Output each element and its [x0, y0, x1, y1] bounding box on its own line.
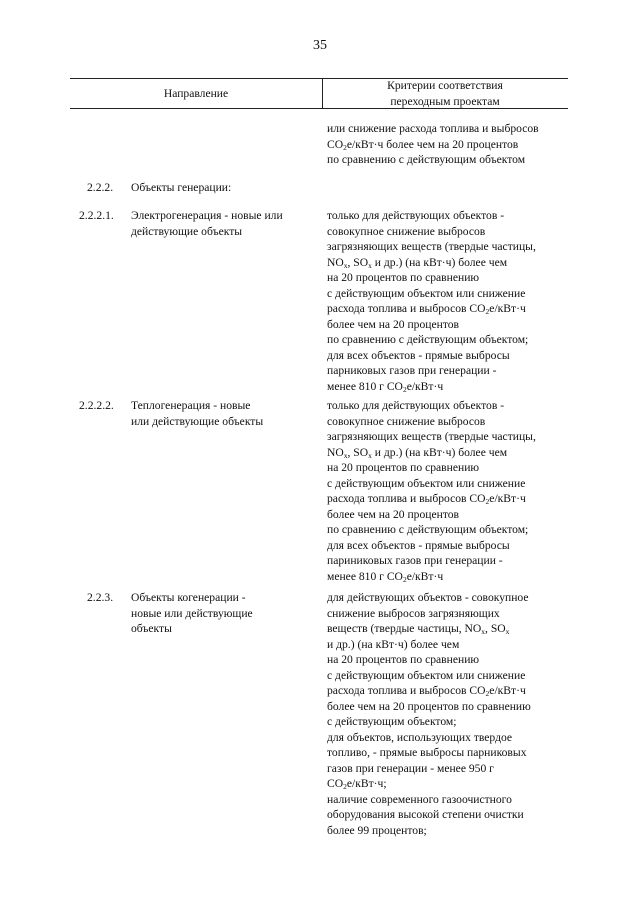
text-line: загрязняющих веществ (твердые частицы,: [327, 240, 536, 253]
direction-line: Объекты когенерации -: [131, 591, 246, 604]
section-number: 2.2.2.1.: [79, 209, 114, 222]
text-line: по сравнению с действующим объектом;: [327, 333, 529, 346]
text-line: топливо, - прямые выбросы парниковых: [327, 746, 527, 759]
text-line: на 20 процентов по сравнению: [327, 461, 480, 474]
text-line: снижение выбросов загрязняющих: [327, 606, 500, 620]
text-line: на 20 процентов по сравнению: [327, 271, 480, 284]
text-line: по сравнению с действующим объектом;: [327, 523, 529, 536]
text-line: более чем на 20 процентов по сравнению: [327, 699, 531, 713]
text-line: $NO_x$, $SO_x$ и др.) (на кВт·ч) более чем: [327, 255, 508, 270]
text-line: совокупное снижение выбросов: [327, 224, 486, 238]
section-direction: [131, 590, 311, 637]
text-line: по сравнению с действующим объектом: [327, 153, 526, 166]
text-line: для действующих объектов - совокупное: [327, 591, 529, 604]
direction-line: Объекты генерации:: [131, 181, 232, 194]
direction-line: объекты: [131, 622, 172, 635]
text-line: расхода топлива и выбросов $CO_2e/кВт\cdot ч$: [327, 492, 526, 506]
text-line: с действующим объектом или снижение: [327, 476, 526, 490]
text-line: и др.) (на кВт·ч) более чем: [327, 637, 460, 651]
section-direction: [131, 208, 311, 239]
text-line: наличие современного газоочистного: [327, 792, 512, 806]
section-criteria: [327, 590, 572, 838]
header-criteria-line: переходным проектам: [390, 94, 500, 108]
text-line: $NO_x$, $SO_x$ и др.) (на кВт·ч) более чем: [327, 445, 508, 460]
section-direction: [131, 180, 311, 196]
section-number: 2.2.2.: [87, 181, 114, 194]
text-line: парниковых газов при генерации -: [327, 364, 497, 377]
direction-line: Теплогенерация - новые: [131, 399, 251, 412]
text-line: более чем на 20 процентов: [327, 507, 460, 521]
header-direction: Направление: [163, 87, 229, 100]
text-line: париниковых газов при генерации -: [327, 554, 503, 567]
header-criteria: [322, 78, 568, 109]
section-number: 2.2.2.2.: [79, 399, 114, 412]
text-line: с действующим объектом или снижение: [327, 286, 526, 300]
text-line: для всех объектов - прямые выбросы: [327, 348, 510, 362]
direction-line: действующие объекты: [131, 224, 243, 238]
text-line: или снижение расхода топлива и выбросов: [327, 122, 539, 135]
text-line: $CO_2e/кВт\cdot ч$;: [327, 777, 387, 791]
text-line: газов при генерации - менее 950 г: [327, 761, 494, 775]
section-number: 2.2.3.: [87, 591, 114, 604]
text-line: загрязняющих веществ (твердые частицы,: [327, 430, 536, 443]
direction-line: Электрогенерация - новые или: [131, 209, 283, 222]
text-line: с действующим объектом или снижение: [327, 668, 526, 682]
text-line: более 99 процентов;: [327, 823, 427, 837]
text-line: совокупное снижение выбросов: [327, 414, 486, 428]
text-line: с действующим объектом;: [327, 715, 457, 728]
text-line: более чем на 20 процентов: [327, 317, 460, 331]
page-number: 35: [313, 38, 327, 53]
text-line: менее 810 г $CO_2e/кВт\cdot ч$: [327, 379, 444, 394]
text-line: для всех объектов - прямые выбросы: [327, 538, 510, 552]
text-line: только для действующих объектов -: [327, 209, 505, 222]
section-criteria: [327, 398, 572, 584]
text-line: менее 810 г $CO_2e/кВт\cdot ч$: [327, 569, 444, 584]
text-line: для объектов, использующих твердое: [327, 730, 513, 744]
text-line: на 20 процентов по сравнению: [327, 653, 480, 666]
text-line: веществ (твердые частицы, $NO_x$, $SO_x$: [327, 622, 510, 636]
header-criteria-line: Критерии соответствия: [387, 79, 503, 92]
continuation-criteria: [327, 121, 572, 168]
direction-line: новые или действующие: [131, 606, 253, 620]
text-line: только для действующих объектов -: [327, 399, 505, 412]
text-line: оборудования высокой степени очистки: [327, 808, 524, 821]
direction-line: или действующие объекты: [131, 414, 264, 428]
section-criteria: [327, 208, 572, 394]
text-line: расхода топлива и выбросов $CO_2e/кВт\cdot ч$: [327, 302, 526, 316]
text-line: расхода топлива и выбросов $CO_2e/кВт\cdot ч$: [327, 684, 526, 698]
text-line: $CO_2e/кВт\cdot ч$ более чем на 20 процентов: [327, 137, 519, 152]
section-direction: [131, 398, 311, 429]
